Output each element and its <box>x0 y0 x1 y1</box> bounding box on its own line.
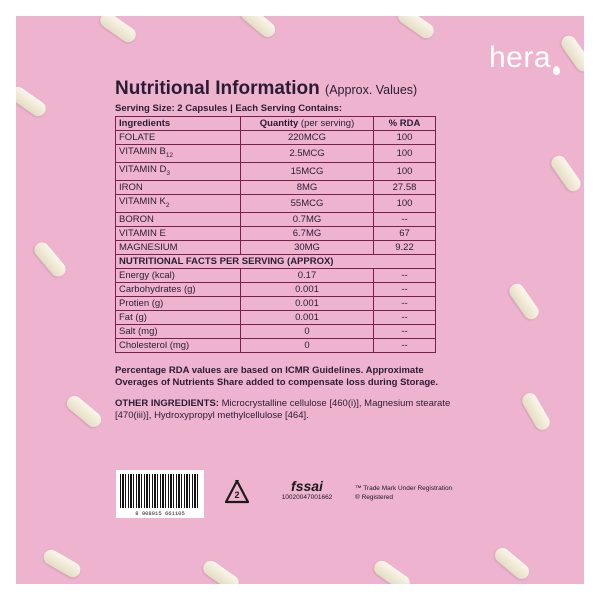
nutrient-quantity: 0.001 <box>241 296 374 310</box>
capsule-decoration <box>238 16 278 40</box>
barcode-number: 8 908015 661105 <box>135 510 185 517</box>
barcode <box>116 470 204 518</box>
nutrient-quantity: 0.001 <box>241 282 374 296</box>
nutrition-table <box>115 116 436 353</box>
nutrient-name: BORON <box>116 212 241 226</box>
table-row <box>116 282 436 296</box>
nutrient-rda: 27.58 <box>374 180 436 194</box>
capsule-decoration <box>64 393 104 430</box>
nutrient-quantity: 30MG <box>241 240 374 254</box>
nutrient-name: VITAMIN $B_{12}$ <box>116 145 241 163</box>
capsule-decoration <box>520 390 553 432</box>
recycle-code: 2 <box>234 490 240 500</box>
capsule-decoration <box>97 16 138 45</box>
nutrient-rows <box>116 131 436 255</box>
nutrient-quantity: 0.17 <box>241 268 374 282</box>
nutrition-panel <box>115 78 451 422</box>
table-row <box>116 145 436 163</box>
nutrient-quantity: 0.7MG <box>241 212 374 226</box>
nutrient-rda: -- <box>374 296 436 310</box>
fssai-number: 10020047001662 <box>281 494 333 501</box>
table-row <box>116 226 436 240</box>
table-row <box>116 162 436 180</box>
capsule-decoration <box>506 281 541 322</box>
nutrient-quantity: 0 <box>241 338 374 352</box>
brand-logo: hera <box>489 41 560 75</box>
registered-line: ® Registered <box>355 494 394 501</box>
table-row <box>116 194 436 212</box>
nutrient-name: IRON <box>116 180 241 194</box>
section-row <box>116 254 436 268</box>
nutrient-name: Energy (kcal) <box>116 268 241 282</box>
trademark-note <box>355 484 452 502</box>
table-row <box>116 180 436 194</box>
nutrient-quantity: 6.7MG <box>241 226 374 240</box>
nutrient-quantity: 55MCG <box>241 194 374 212</box>
table-row <box>116 131 436 145</box>
nutrient-quantity: 220MCG <box>241 131 374 145</box>
header-ingredients: Ingredients <box>116 117 241 131</box>
nutrient-name: VITAMIN $K_2$ <box>116 194 241 212</box>
recycle-icon <box>222 478 252 508</box>
drop-icon <box>553 66 560 75</box>
nutrient-name: FOLATE <box>116 131 241 145</box>
nutrient-rda: 67 <box>374 226 436 240</box>
capsule-decoration <box>200 558 241 584</box>
section-title: NUTRITIONAL FACTS PER SERVING (APPROX) <box>116 254 436 268</box>
capsule-decoration <box>371 558 412 584</box>
table-header-row <box>116 117 436 131</box>
capsule-decoration <box>41 547 83 580</box>
facts-rows <box>116 268 436 352</box>
serving-size: Serving Size: 2 Capsules | Each Serving Contains: <box>115 103 343 114</box>
nutrient-rda: 100 <box>374 194 436 212</box>
nutrient-name: MAGNESIUM <box>116 240 241 254</box>
nutrient-quantity: 8MG <box>241 180 374 194</box>
nutrient-quantity: 2.5MCG <box>241 145 374 163</box>
nutrient-quantity: 0 <box>241 324 374 338</box>
nutrient-rda: -- <box>374 310 436 324</box>
nutrient-name: Fat (g) <box>116 310 241 324</box>
header-quantity: Quantity (per serving) <box>241 117 374 131</box>
nutrient-rda: -- <box>374 338 436 352</box>
table-row <box>116 240 436 254</box>
table-row <box>116 268 436 282</box>
nutrient-name: VITAMIN $D_3$ <box>116 162 241 180</box>
rda-note: Percentage RDA values are based on ICMR Guidelines. Approximate Overages of Nutrients Share added to compensate loss during Storage. <box>115 364 439 388</box>
capsule-decoration <box>492 545 532 582</box>
nutrient-name: VITAMIN E <box>116 226 241 240</box>
page-title: Nutritional Information (Approx. Values) <box>115 78 418 99</box>
capsule-decoration <box>558 33 584 74</box>
table-row <box>116 324 436 338</box>
fssai-mark <box>272 478 342 501</box>
table-row <box>116 212 436 226</box>
barcode-bars <box>120 474 200 508</box>
nutrient-rda: -- <box>374 282 436 296</box>
table-row <box>116 296 436 310</box>
nutrient-rda: 100 <box>374 131 436 145</box>
capsule-decoration <box>31 239 68 279</box>
table-row <box>116 338 436 352</box>
other-ingredients: OTHER INGREDIENTS: Microcrystalline cellulose [460(i)], Magnesium stearate [470(iii)], Hydroxypropyl methylcellulose [464]. <box>115 397 451 421</box>
nutrient-rda: -- <box>374 268 436 282</box>
nutrient-quantity: 15MCG <box>241 162 374 180</box>
nutrient-name: Salt (mg) <box>116 324 241 338</box>
table-row <box>116 310 436 324</box>
capsule-decoration <box>16 84 49 119</box>
nutrient-rda: 100 <box>374 162 436 180</box>
nutrient-rda: -- <box>374 324 436 338</box>
nutrient-name: Cholesterol (mg) <box>116 338 241 352</box>
nutrient-name: Carbohydrates (g) <box>116 282 241 296</box>
nutrient-rda: 9.22 <box>374 240 436 254</box>
fssai-logo: fssai <box>291 478 323 494</box>
tm-line: ™ Trade Mark Under Registration <box>355 485 453 492</box>
capsule-decoration <box>548 153 583 194</box>
nutrient-quantity: 0.001 <box>241 310 374 324</box>
nutrient-rda: -- <box>374 212 436 226</box>
nutrient-name: Protien (g) <box>116 296 241 310</box>
capsule-decoration <box>395 16 436 41</box>
header-rda: % RDA <box>374 117 436 131</box>
nutrient-rda: 100 <box>374 145 436 163</box>
